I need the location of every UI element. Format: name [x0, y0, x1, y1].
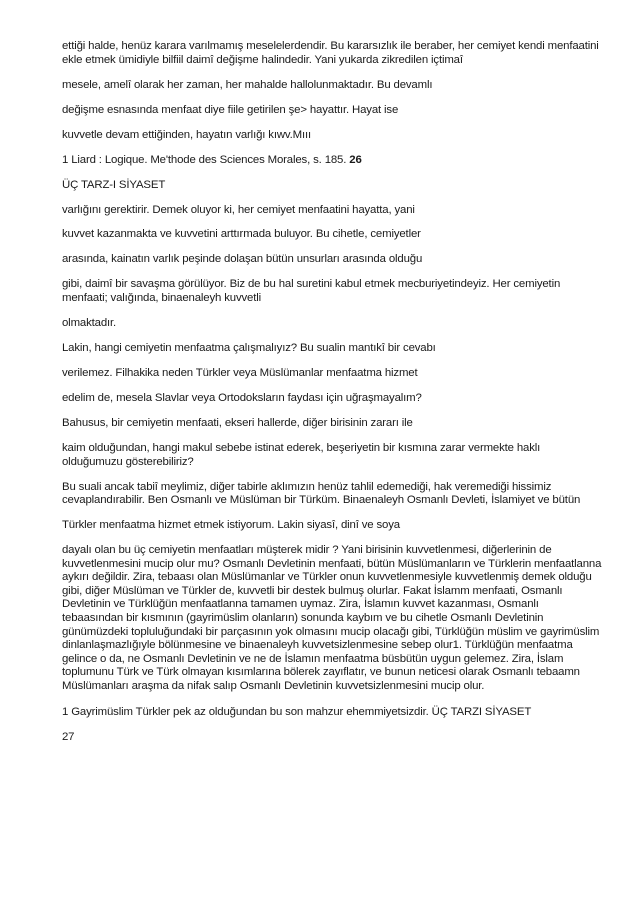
paragraph-2: mesele, amelî olarak her zaman, her mahalde hallolunmaktadır. Bu devamlı: [62, 78, 433, 91]
paragraph-8: kuvvet kazanmakta ve kuvvetini arttırmada buluyor. Bu cihetle, cemiyetler: [62, 228, 421, 241]
footnote-liard-text: 1 Liard : Logique. Me'thode des Sciences Morales, s. 185.: [62, 153, 347, 166]
document-page: [62, 40, 602, 756]
paragraph-18: Türkler menfaatma hizmet etmek istiyorum. Lakin siyasî, dinî ve soya: [62, 519, 400, 532]
page-number: 27: [62, 730, 75, 743]
paragraph-9: arasında, kainatın varlık peşinde dolaşan bütün unsurları arasında olduğu: [62, 253, 423, 266]
paragraph-4: kuvvetle devam ettiğinden, hayatın varlığı kıwv.Mııı: [62, 128, 312, 141]
footnote-liard: [62, 154, 602, 168]
page-number-26: 26: [349, 153, 362, 166]
paragraph-10: gibi, daimî bir savaşma görülüyor. Biz de bu hal suretini kabul etmek mecburiyetindeyiz. Her cemiyetin menfaati; valığında, binaenaleyh kuvvetli: [62, 278, 561, 305]
paragraph-15: Bahusus, bir cemiyetin menfaati, ekseri hallerde, diğer birisinin zararı ile: [62, 416, 413, 429]
paragraph-16: kaim olduğundan, hangi makul sebebe istinat ederek, beşeriyetin bir kısmına zarar vermekte haklı olduğumuzu gösterebiliriz?: [62, 441, 541, 468]
paragraph-19: dayalı olan bu üç cemiyetin menfaatları müşterek midir ? Yani birisinin kuvvetlenmesi, diğerlerinin de kuvvetlenmesini mucip olur mu? Osmanlı Devletinin menfaati, bütün Müslümanların ve Türklerin menfaatlanna aykırı değildir. Zira, tebaası olan Müslümanlar ve Türkler onun kuvvetlenmesiyle kuvvetlenmiş demek olduğu gibi, diğer Müslüman ve Türkler de, kuvvetli bir destek bulmuş olurlar. Fakat İslamm menfaati, Osmanlı Devletinin ve Türklüğün menfaatlanna tamamen uymaz. Zira, İslamın kuvvet kazanması, Osmanlı tebaasından bir kısmının (gayrimüslim olanların) sonunda kaybım ve bu cihetle Osmanlı Devletinin günümüzdeki topluluğundaki bir parçasının yok olmasını mucip olacağı gibi, Türklüğün müslim ve gayrimüslim dinlanlaşmazlığıyle bölünmesine ve binaenaleyh kuvvetsizlenmesine sebep olur1. Türklüğün menfaatma gelince o da, ne Osmanlı Devletinin ve ne de İslamın menfaatma büsbütün uygun gelemez. Zira, İslam toplumunu Türk ve Türk olmayan kısımlarına bölerek zayıflatır, ve bunun neticesi olarak Osmanlı tebaamn Müslümanları araşma da nifak salıp Osmanlı Devletinin kuvvetsizlenmesini mucip olur.: [62, 544, 602, 693]
running-header: ÜÇ TARZ-I SİYASET: [62, 178, 166, 191]
paragraph-17: Bu suali ancak tabiî meylimiz, diğer tabirle aklımızın henüz tahlil edemediği, hak veremediği hissimiz cevaplandırabilir. Ben Osmanlı ve Müslüman bir Türküm. Binaenaleyh Osmanlı Devleti, İslamiyet ve bütün: [62, 480, 581, 507]
paragraph-7: varlığını gerektirir. Demek oluyor ki, her cemiyet menfaatini hayatta, yani: [62, 203, 415, 216]
paragraph-1: ettiği halde, henüz karara varılmamış meselelerdendir. Bu kararsızlık ile beraber, her cemiyet kendi menfaatini ekle etmek ümidiyle bilfiil daimî değişme halindedir. Yani yukarda zikredilen içtimaî: [62, 40, 599, 66]
paragraph-13: verilemez. Filhakika neden Türkler veya Müslümanlar menfaatma hizmet: [62, 367, 418, 379]
paragraph-11: olmaktadır.: [62, 317, 117, 330]
paragraph-12: Lakin, hangi cemiyetin menfaatma çalışmalıyız? Bu sualin mantıkî bir cevabı: [62, 342, 436, 355]
footnote-gayrimuslim: 1 Gayrimüslim Türkler pek az olduğundan bu son mahzur ehemmiyetsizdir. ÜÇ TARZI SİYASET: [62, 705, 532, 718]
paragraph-3: değişme esnasında menfaat diye fiile getirilen şe> hayattır. Hayat ise: [62, 103, 399, 116]
paragraph-14: edelim de, mesela Slavlar veya Ortodoksların faydası için uğraşmayalım?: [62, 391, 422, 404]
